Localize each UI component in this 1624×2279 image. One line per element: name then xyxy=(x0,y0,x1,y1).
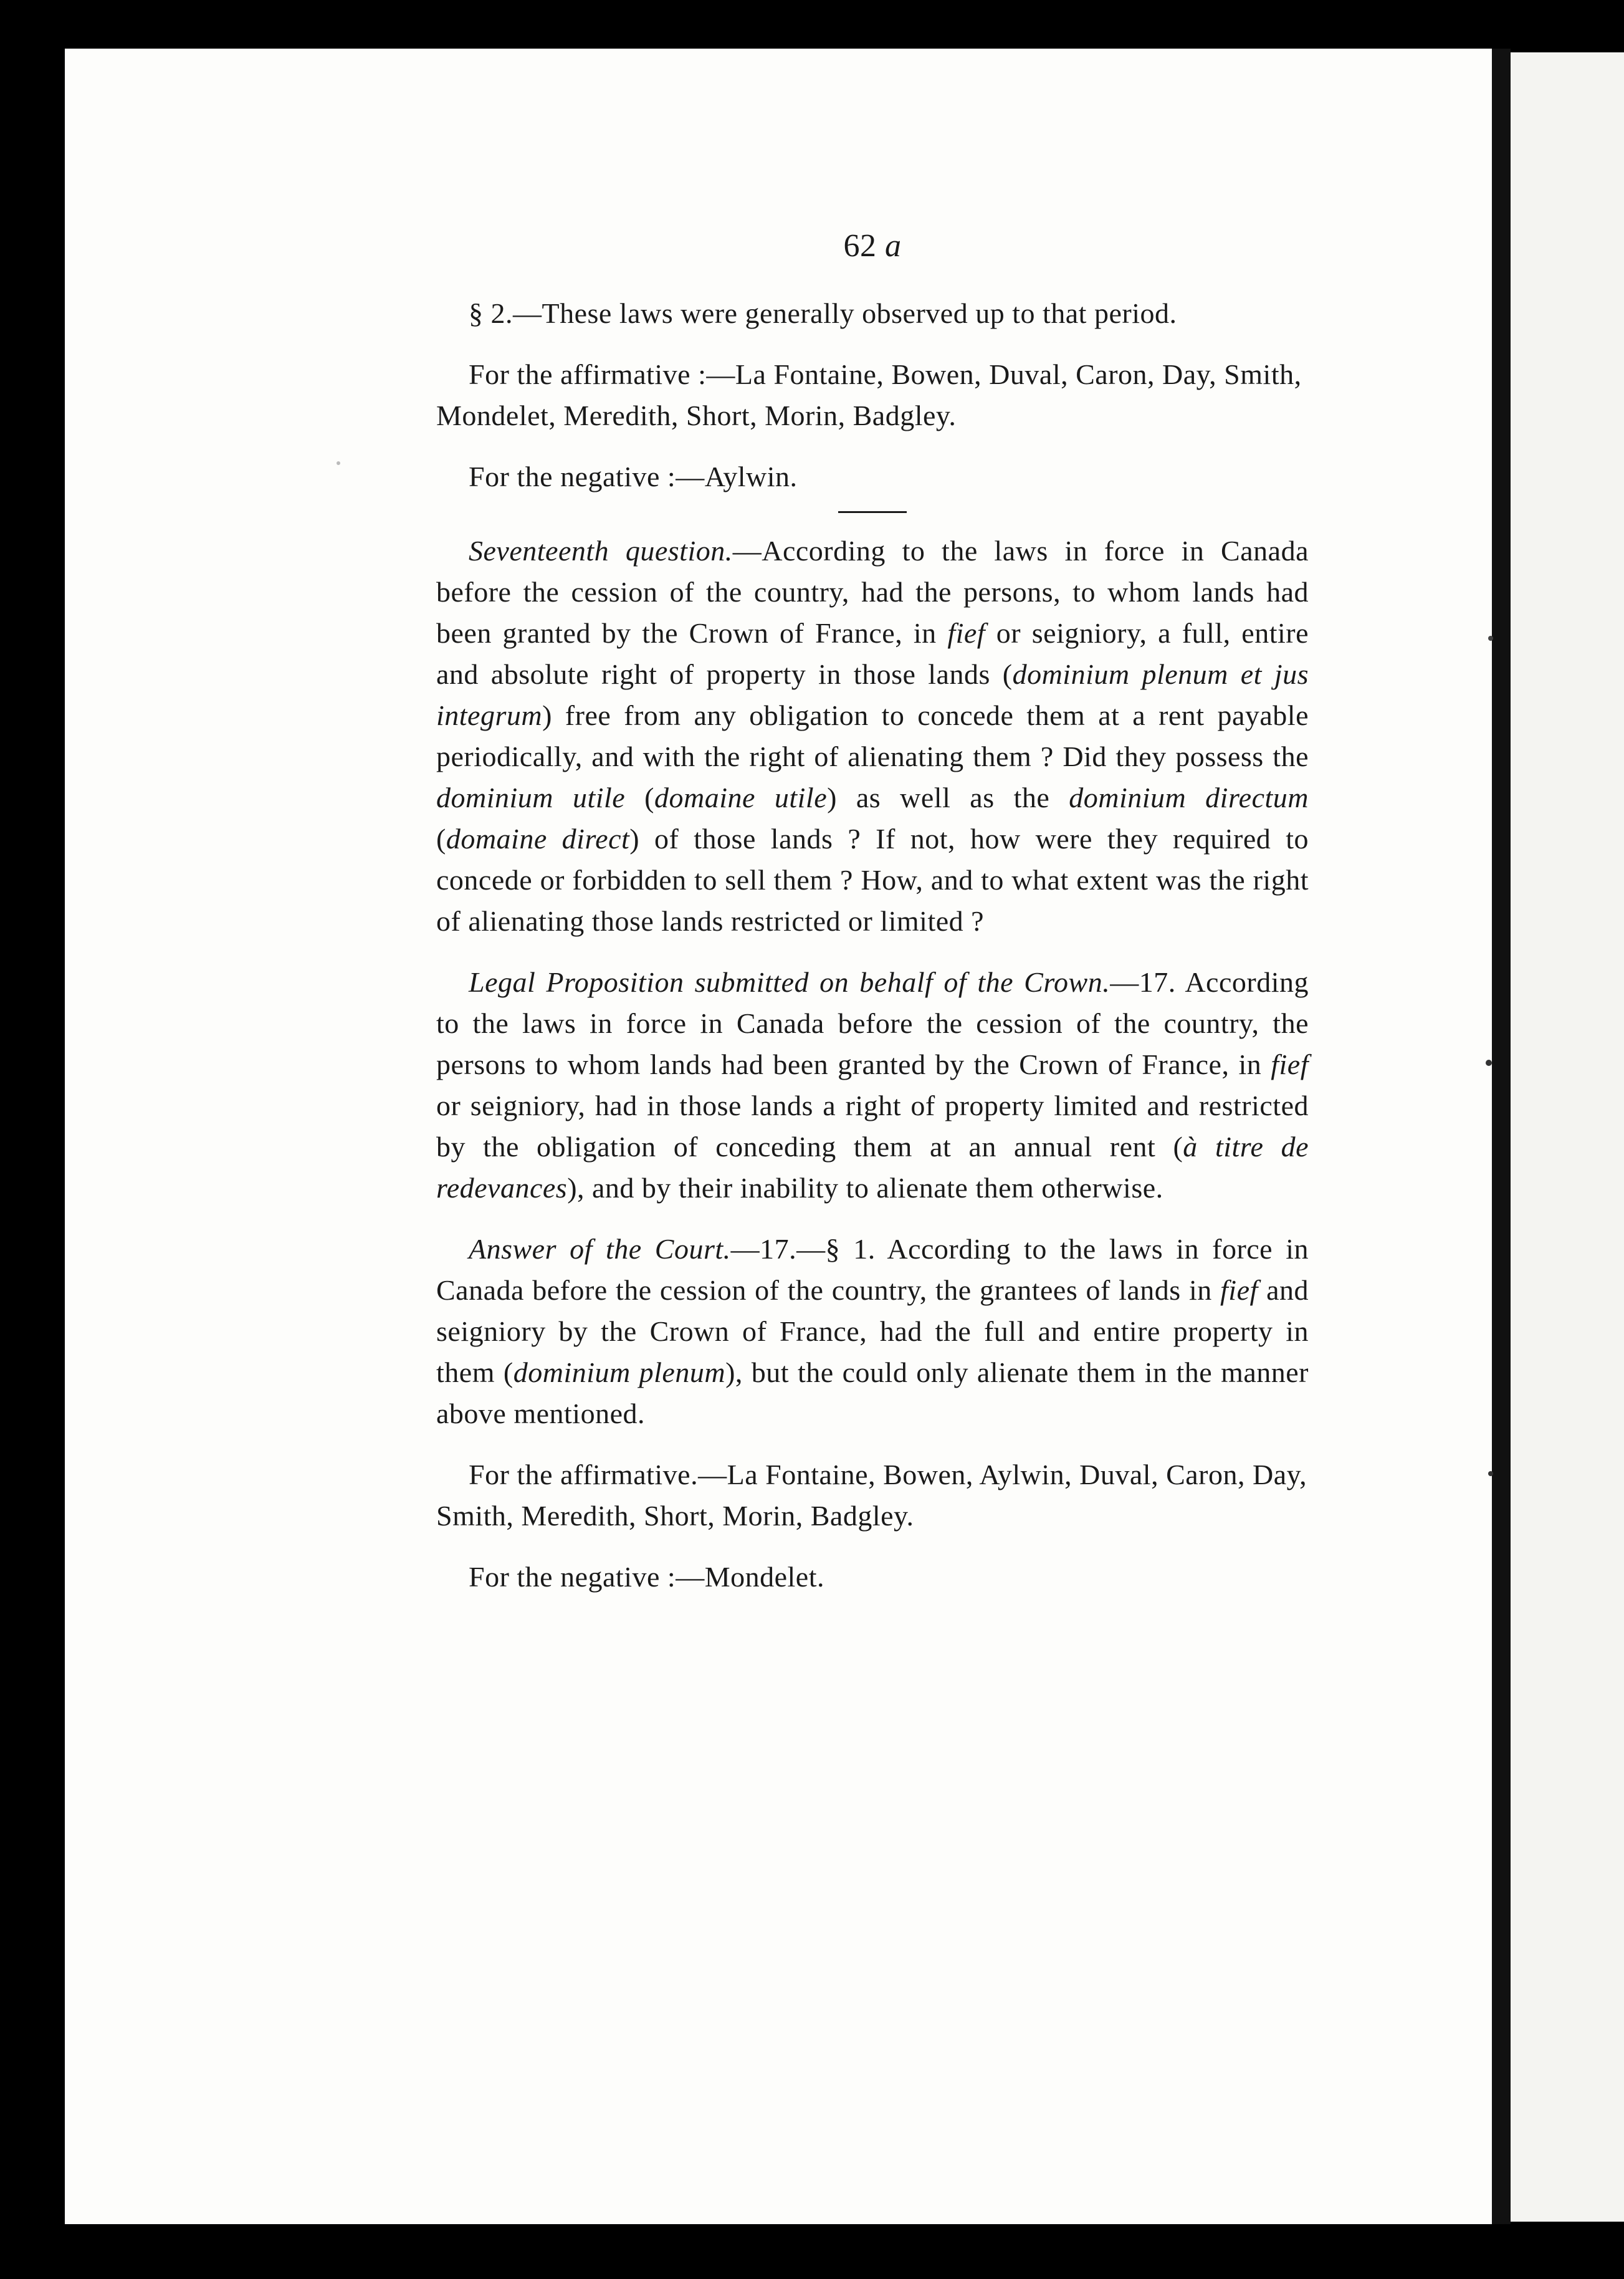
page-number xyxy=(436,224,1309,268)
section-divider xyxy=(838,511,907,513)
scan-speck xyxy=(1488,636,1493,641)
vote-negative-2: For the negative :—Mondelet. xyxy=(469,1561,824,1593)
seventeenth-question: Seventeenth question.—According to the laws in force in Canada before the cession of the country, had the persons, to whom lands had been granted by the Crown of France, in fief or seigniory, a full, entire and absolute right of property in those lands (dominium plenum et jus integrum) free from any obligation to concede them at a rent payable periodically, and with the right of alienating them ? Did they possess the dominium utile (domaine utile) as well as the dominium directum (domaine direct) of those lands ? If not, how were they required to concede or forbidden to sell them ? How, and to what extent was the right of alienating those lands restricted or limited ? xyxy=(436,535,1309,937)
vote-affirmative-1: For the affirmative :—La Fontaine, Bowen, Duval, Caron, Day, Smith, Mondelet, Meredith, Short, Morin, Badgley. xyxy=(436,358,1302,431)
page-number-suffix: a xyxy=(885,228,902,264)
vote-negative-1: For the negative :—Aylwin. xyxy=(469,461,798,492)
page-edge-shadow xyxy=(1492,49,1511,2224)
answer-heading: Answer of the Court. xyxy=(469,1233,731,1265)
scan-speck xyxy=(1486,1060,1492,1066)
legal-proposition-heading: Legal Proposition submitted on behalf of the Crown. xyxy=(469,966,1111,998)
paragraph-section-2: § 2.—These laws were generally observed up to that period. xyxy=(469,297,1177,329)
question-heading: Seventeenth question. xyxy=(469,535,733,567)
answer-of-court: Answer of the Court.—17.—§ 1. According to the laws in force in Canada before the cession of the country, the grantees of lands in fief and seigniory by the Crown of France, had the full and entire property in them (dominium plenum), but the could only alienate them in the manner above mentioned. xyxy=(436,1233,1309,1429)
vote-affirmative-2: For the affirmative.—La Fontaine, Bowen, Aylwin, Duval, Caron, Day, Smith, Meredith, Short, Morin, Badgley. xyxy=(436,1459,1307,1532)
legal-proposition: Legal Proposition submitted on behalf of the Crown.—17. According to the laws in force in Canada before the cession of the country, the persons to whom lands had been granted by the Crown of France, in fief or seigniory, had in those lands a right of property limited and restricted by the obligation of conceding them at an annual rent (à titre de redevances), and by their inability to alienate them otherwise. xyxy=(436,966,1309,1204)
scan-speck xyxy=(1488,1471,1493,1476)
page-number-value: 62 xyxy=(843,228,877,264)
text-column xyxy=(436,224,1309,1618)
scan-speck xyxy=(337,461,340,465)
adjacent-page-sliver xyxy=(1511,52,1624,2222)
